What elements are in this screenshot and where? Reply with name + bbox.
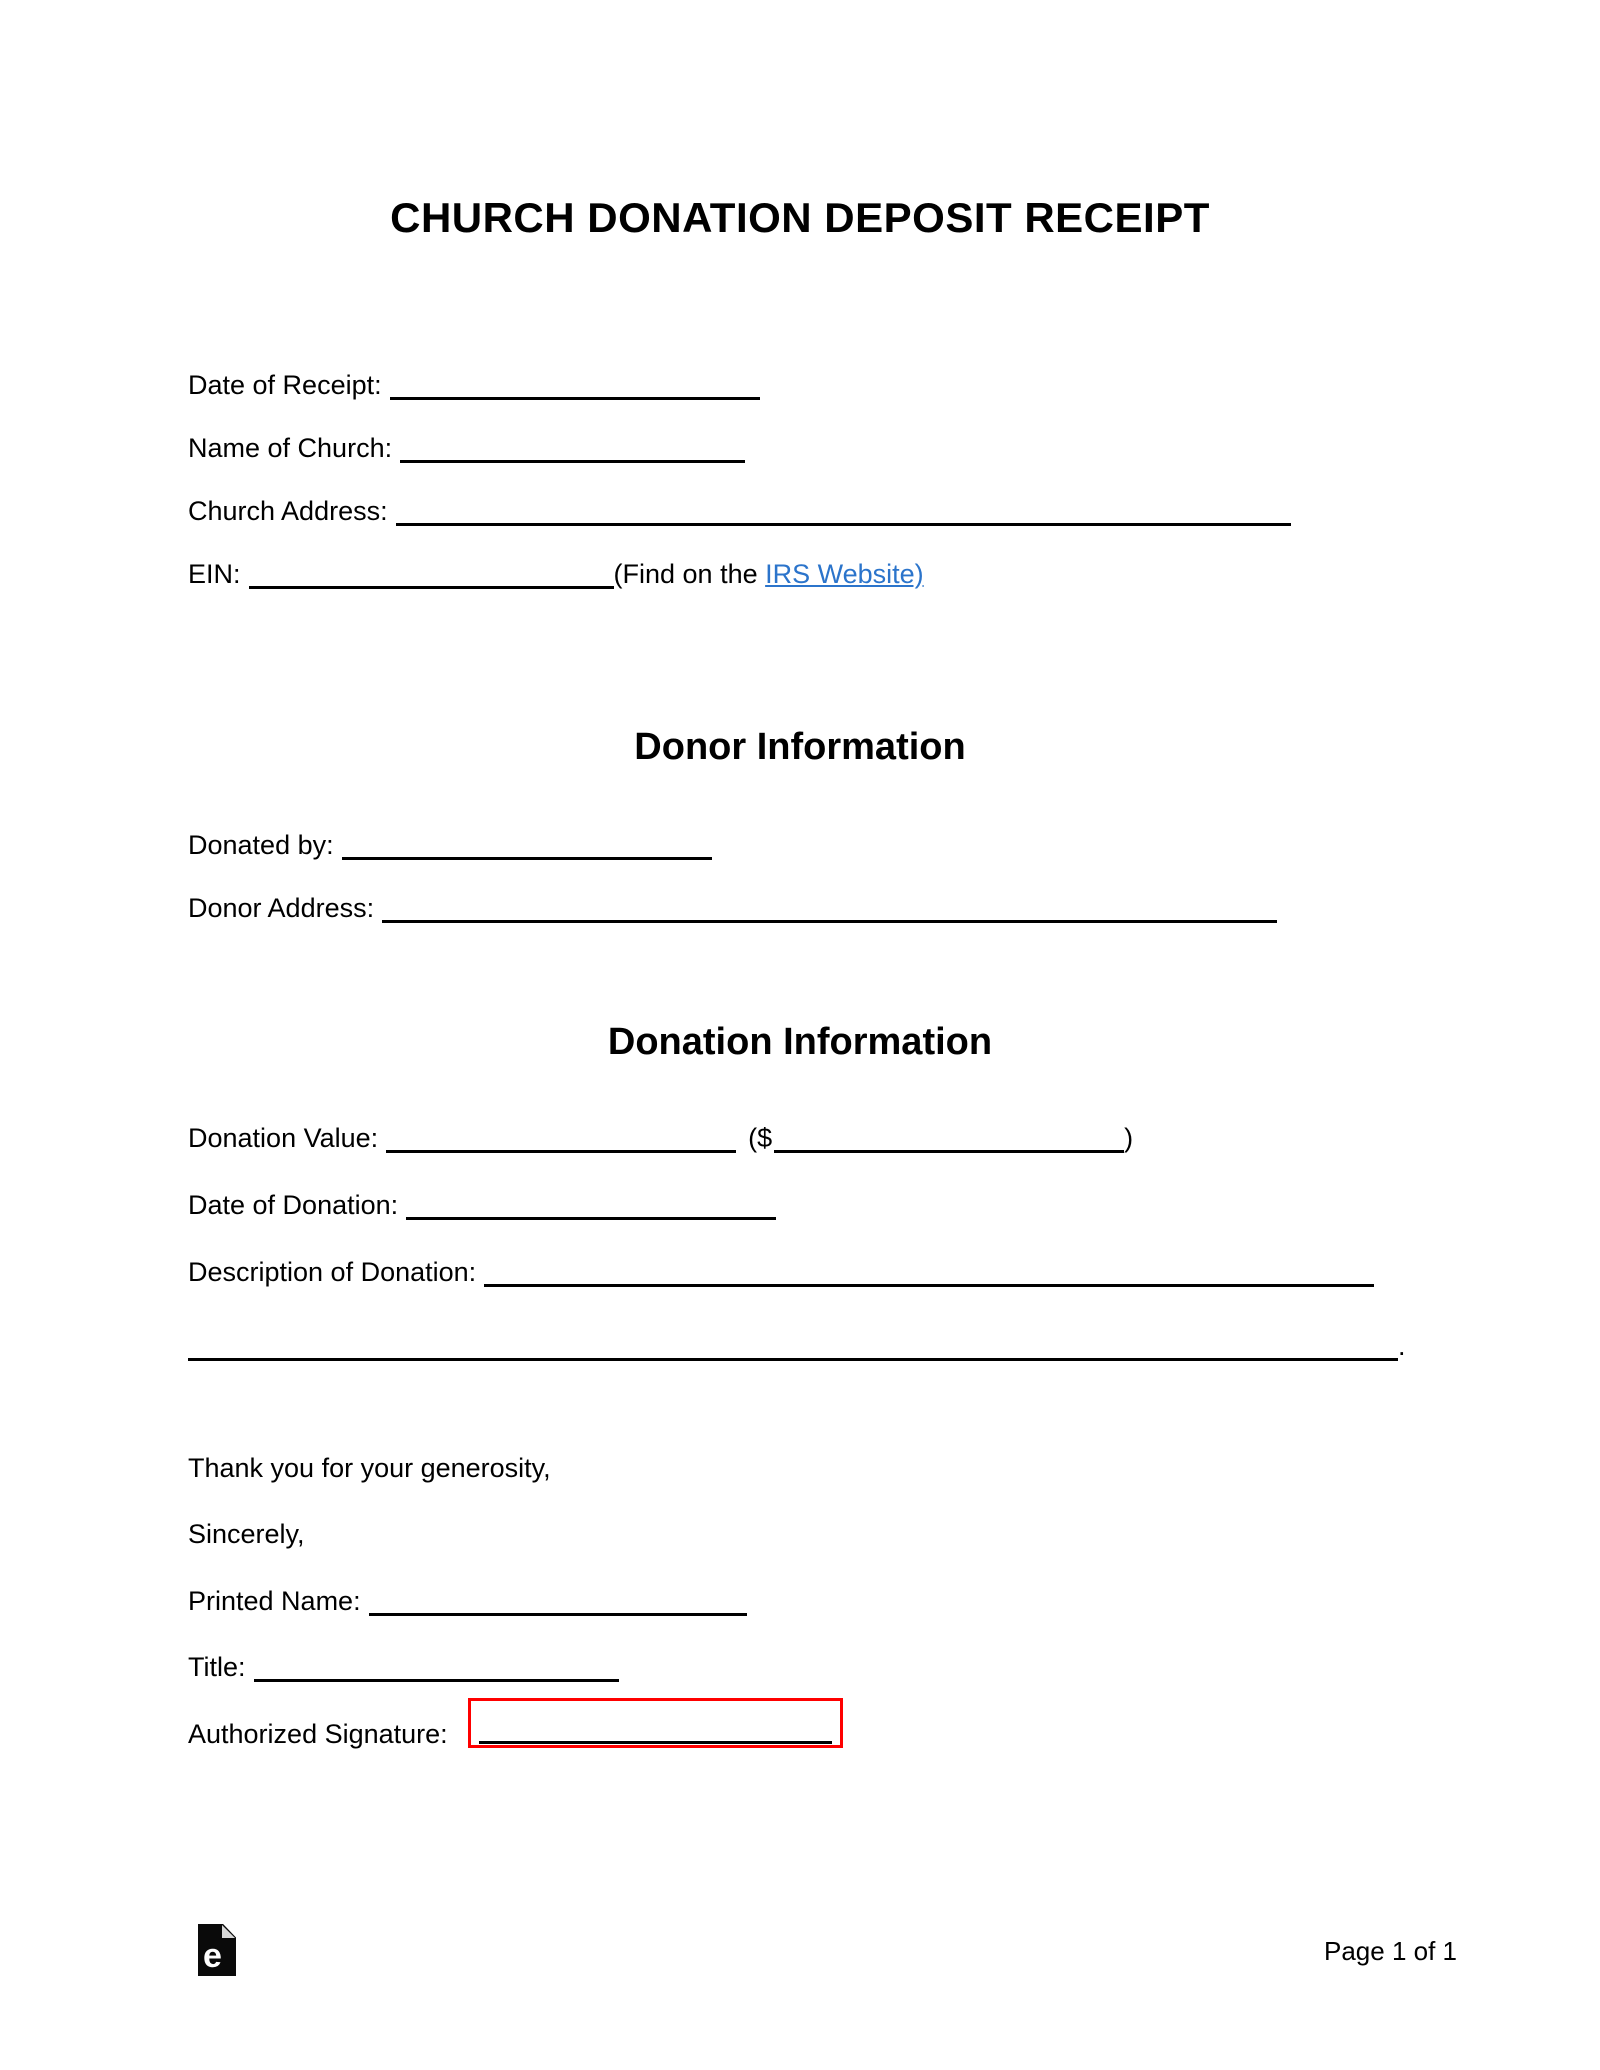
description-of-donation-label: Description of Donation:: [188, 1257, 477, 1287]
description-of-donation-row: [188, 1255, 1374, 1289]
authorized-signature-field-box[interactable]: [468, 1698, 843, 1748]
ein-label: EIN:: [188, 559, 241, 589]
printed-name-label: Printed Name:: [188, 1586, 361, 1616]
donated-by-row: [188, 828, 712, 862]
church-address-label: Church Address:: [188, 496, 388, 526]
authorized-signature-row: [188, 1717, 448, 1751]
date-of-donation-row: [188, 1188, 776, 1222]
description-continuation-period: .: [1398, 1331, 1406, 1361]
name-of-church-label: Name of Church:: [188, 433, 393, 463]
description-of-donation-blank[interactable]: [484, 1284, 1374, 1287]
donation-value-paren-close: ): [1124, 1123, 1134, 1153]
donation-value-number-blank[interactable]: [774, 1150, 1124, 1153]
name-of-church-row: [188, 431, 745, 465]
donation-value-label: Donation Value:: [188, 1123, 379, 1153]
donor-address-label: Donor Address:: [188, 893, 375, 923]
ein-row: [188, 557, 924, 591]
page-indicator: Page 1 of 1: [1324, 1936, 1457, 1966]
title-row: [188, 1650, 619, 1684]
donor-address-blank[interactable]: [382, 920, 1277, 923]
eforms-logo-icon: [198, 1924, 236, 1976]
date-of-receipt-blank[interactable]: [390, 397, 760, 400]
donation-information-heading: Donation Information: [607, 1021, 993, 1063]
description-continuation-row: [188, 1329, 1406, 1363]
donation-value-row: [188, 1121, 1133, 1155]
ein-blank[interactable]: [249, 586, 614, 589]
donor-address-row: [188, 891, 1277, 925]
printed-name-row: [188, 1584, 747, 1618]
donated-by-blank[interactable]: [342, 857, 712, 860]
eforms-logo-letter: e: [203, 1937, 222, 1975]
irs-website-link[interactable]: IRS Website): [765, 559, 924, 589]
authorized-signature-label: Authorized Signature:: [188, 1719, 448, 1749]
date-of-receipt-row: [188, 368, 760, 402]
title-blank[interactable]: [254, 1679, 619, 1682]
ein-note-prefix: (Find on the: [613, 559, 766, 589]
donor-information-heading: Donor Information: [634, 726, 966, 768]
church-address-row: [188, 494, 1291, 528]
date-of-donation-label: Date of Donation:: [188, 1190, 399, 1220]
donation-value-words-blank[interactable]: [386, 1150, 736, 1153]
date-of-receipt-label: Date of Receipt:: [188, 370, 382, 400]
thanks-line: Thank you for your generosity,: [188, 1453, 551, 1483]
church-address-blank[interactable]: [396, 523, 1291, 526]
description-continuation-blank[interactable]: [188, 1358, 1398, 1361]
sincerely-line: Sincerely,: [188, 1519, 305, 1549]
date-of-donation-blank[interactable]: [406, 1217, 776, 1220]
title-label: Title:: [188, 1652, 246, 1682]
printed-name-blank[interactable]: [369, 1613, 747, 1616]
authorized-signature-blank[interactable]: [479, 1741, 832, 1744]
document-title: CHURCH DONATION DEPOSIT RECEIPT: [390, 194, 1210, 241]
donation-value-paren-open: ($: [748, 1123, 773, 1153]
name-of-church-blank[interactable]: [400, 460, 745, 463]
donated-by-label: Donated by:: [188, 830, 334, 860]
